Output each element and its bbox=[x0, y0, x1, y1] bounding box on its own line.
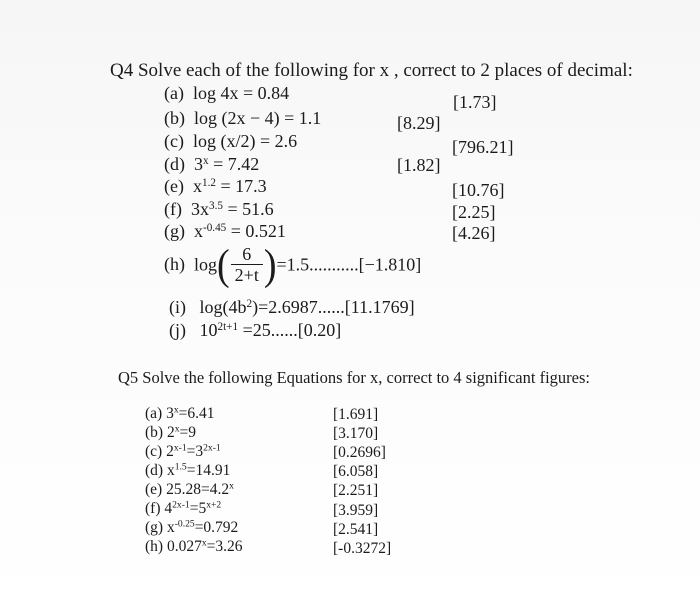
item-expression: log( $\frac{6}{2+t}$ )=1.5...........[−1.810] bbox=[194, 240, 422, 289]
item-expression: log (x/2) = 2.6 bbox=[192, 131, 298, 151]
q5-answer-h: [-0.3272] bbox=[333, 540, 392, 557]
item-expression: $3^x = 7.42$ bbox=[194, 154, 260, 174]
q5-heading: Q5 Solve the following Equations for x, correct to 4 significant figures: bbox=[118, 368, 590, 387]
q4-item-b bbox=[164, 108, 321, 129]
q4-answer-g: [4.26] bbox=[452, 223, 496, 243]
item-label: (b) bbox=[164, 108, 185, 128]
item-label: (g) bbox=[164, 221, 185, 241]
q5-item-b: (b) $2^x=9$ bbox=[145, 423, 196, 441]
q5-item-g: (g) $x^{-0.25}=0.792$ bbox=[145, 518, 239, 536]
q5-item-f: (f) $4^{2x-1}=5^{x+2}$ bbox=[145, 499, 222, 517]
item-label: (i) bbox=[169, 297, 186, 317]
item-label: (j) bbox=[169, 320, 186, 340]
q4-answer-d: [1.82] bbox=[397, 155, 441, 175]
item-expression: $10^{2t+1} =25......[0.20]$ bbox=[199, 320, 342, 340]
q4-answer-i: [11.1769] bbox=[344, 297, 415, 317]
item-label: (f) bbox=[164, 199, 182, 219]
q4-item-i bbox=[169, 297, 415, 318]
item-expression: $x^{-0.45} = 0.521$ bbox=[194, 221, 286, 241]
q5-answer-e: [2.251] bbox=[333, 482, 379, 499]
item-expression: $\log(4b^2)=2.6987......[11.1769]$ bbox=[199, 297, 415, 317]
q4-answer-h: [−1.810] bbox=[358, 254, 422, 274]
item-expression: log (2x − 4) = 1.1 bbox=[194, 108, 322, 128]
left-paren: ( bbox=[217, 240, 230, 289]
q5-answer-a: [1.691] bbox=[333, 406, 379, 423]
q5-item-d: (d) $x^{1.5}=14.91$ bbox=[145, 461, 231, 479]
item-label: (a) bbox=[164, 83, 184, 103]
q4-item-a bbox=[164, 83, 289, 104]
q4-answer-e: [10.76] bbox=[452, 180, 505, 200]
q5-answer-f: [3.959] bbox=[333, 502, 379, 519]
q4-answer-j: [0.20] bbox=[297, 320, 342, 340]
q4-item-c bbox=[164, 131, 297, 152]
q5-answer-g: [2.541] bbox=[333, 521, 379, 538]
q5-item-e: (e) $25.28=4.2^x$ bbox=[145, 480, 234, 498]
q4-heading: Q4 Solve each of the following for x , correct to 2 places of decimal: bbox=[110, 60, 633, 81]
q5-answer-c: [0.2696] bbox=[333, 444, 386, 461]
q4-answer-f: [2.25] bbox=[452, 202, 496, 222]
q4-item-g bbox=[164, 221, 286, 242]
q5-item-h: (h) $0.027^x=3.26$ bbox=[145, 537, 243, 555]
item-expression: $3x^{3.5} = 51.6$ bbox=[190, 199, 274, 219]
q4-answer-c: [796.21] bbox=[452, 137, 514, 157]
item-expression: log 4x = 0.84 bbox=[192, 83, 290, 103]
right-paren: ) bbox=[263, 240, 277, 289]
q4-answer-b: [8.29] bbox=[397, 113, 441, 133]
item-label: (d) bbox=[164, 154, 185, 174]
q5-item-c: (c) $2^{x-1}=3^{2x-1}$ bbox=[145, 442, 221, 460]
item-expression: $x^{1.2} = 17.3$ bbox=[192, 176, 267, 196]
q4-item-e bbox=[164, 176, 267, 197]
q5-item-a: (a) $3^x=6.41$ bbox=[145, 404, 215, 422]
item-label: (h) bbox=[164, 254, 185, 274]
item-label: (c) bbox=[164, 131, 184, 151]
q4-item-j bbox=[169, 320, 341, 341]
item-label: (e) bbox=[164, 176, 184, 196]
q4-item-f bbox=[164, 199, 274, 220]
q4-answer-a: [1.73] bbox=[453, 92, 497, 112]
q4-item-h bbox=[164, 240, 422, 289]
q4-item-d bbox=[164, 154, 259, 175]
fraction: $\frac{6}{2+t}$ bbox=[231, 244, 263, 285]
q5-answer-b: [3.170] bbox=[333, 425, 379, 442]
q5-answer-d: [6.058] bbox=[333, 463, 379, 480]
